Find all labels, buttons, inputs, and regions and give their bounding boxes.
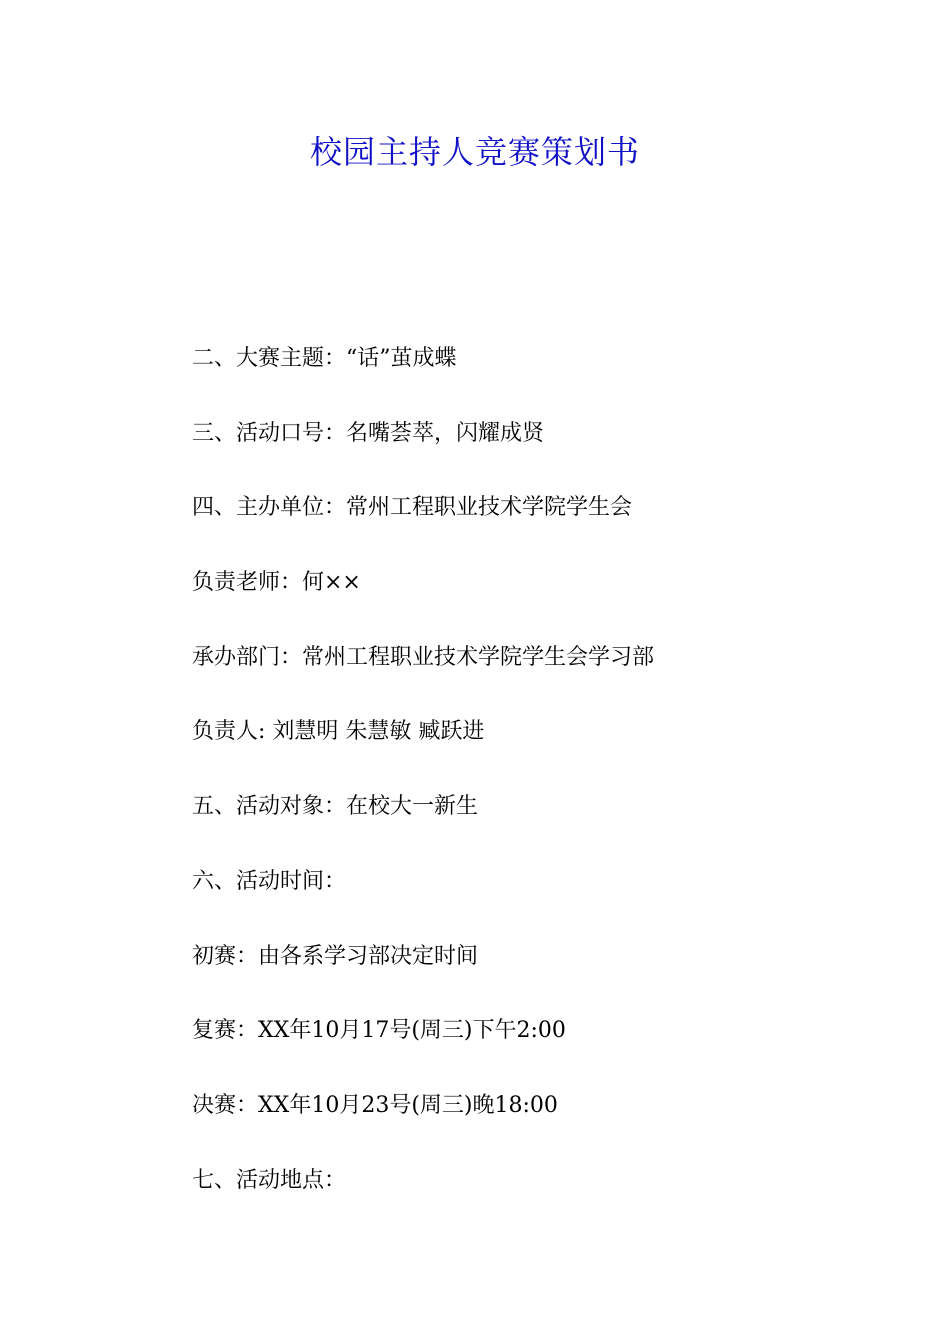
line-participants: 五、活动对象：在校大一新生 xyxy=(192,794,479,820)
line-persons-in-charge: 负责人: 刘慧明 朱慧敏 臧跃进 xyxy=(192,719,485,745)
line-organizer: 四、主办单位：常州工程职业技术学院学生会 xyxy=(192,495,633,521)
line-theme: 二、大赛主题：“话”茧成蝶 xyxy=(192,346,457,371)
document-title: 校园主持人竞赛策划书 xyxy=(309,133,640,171)
line-slogan: 三、活动口号：名嘴荟萃，闪耀成贤 xyxy=(192,420,545,446)
line-host-department: 承办部门：常州工程职业技术学院学生会学习部 xyxy=(192,644,655,670)
line-time-heading: 六、活动时间： xyxy=(192,868,347,894)
document-body xyxy=(192,341,892,1237)
line-venue-heading: 七、活动地点： xyxy=(192,1167,347,1193)
line-semifinal: 复赛：XX年10月17号(周三)下午2:00 xyxy=(192,1018,566,1044)
line-teacher: 负责老师：何×× xyxy=(192,570,361,596)
line-preliminary: 初赛：由各系学习部决定时间 xyxy=(192,943,479,969)
line-final: 决赛：XX年10月23号(周三)晚18:00 xyxy=(192,1092,558,1118)
